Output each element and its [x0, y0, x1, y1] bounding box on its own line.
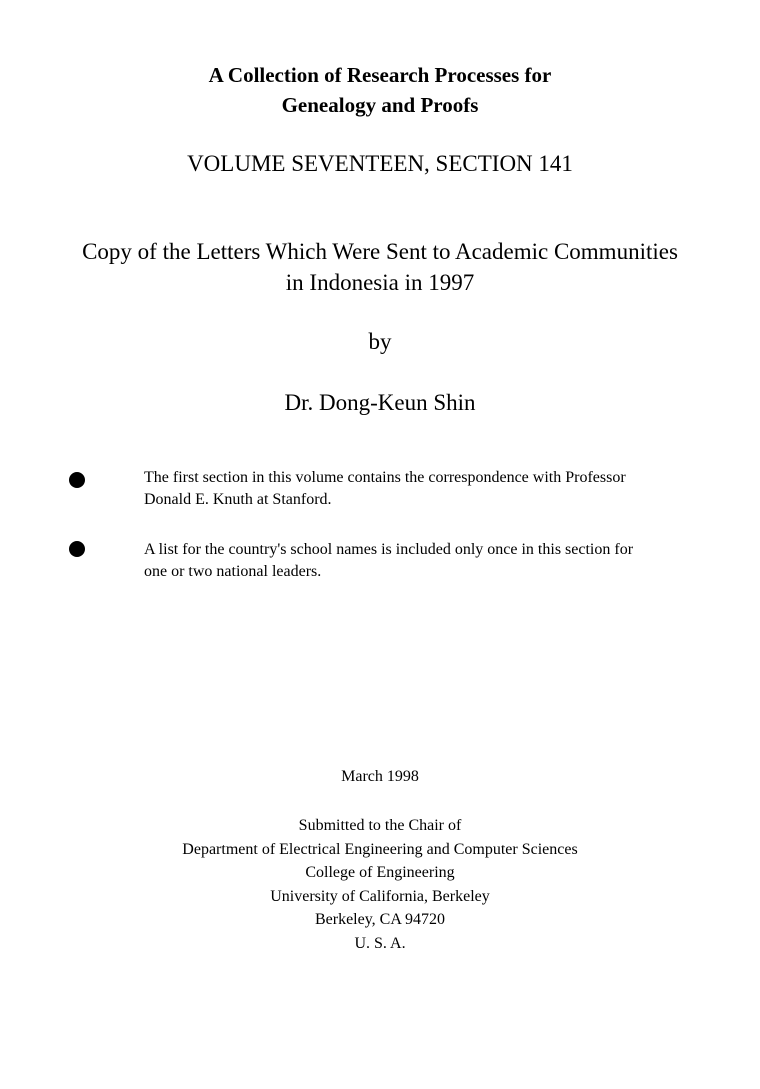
title-line-2: Genealogy and Proofs [281, 93, 479, 117]
bullet-dot-icon [69, 541, 85, 557]
document-date: March 1998 [341, 768, 419, 785]
submission-line-1: Submitted to the Chair of [298, 817, 462, 834]
bullet-text-line-1: The first section in this volume contains the correspondence with Professor [144, 469, 626, 486]
author-name: Dr. Dong-Keun Shin [284, 390, 476, 415]
subject-line-1: Copy of the Letters Which Were Sent to Academic Communities [82, 239, 678, 264]
volume-heading: VOLUME SEVENTEEN, SECTION 141 [187, 151, 573, 176]
bullet-text [144, 539, 724, 583]
bullet-dot-icon [69, 472, 85, 488]
bullet-text-line-2: one or two national leaders. [144, 563, 322, 580]
title-line-1: A Collection of Research Processes for [208, 63, 552, 87]
submission-line-6: U. S. A. [354, 934, 406, 952]
submission-line-2: Department of Electrical Engineering and Computer Sciences [182, 840, 578, 858]
subject-heading [0, 236, 760, 298]
by-label: by [368, 329, 392, 354]
bullet-text-line-2: Donald E. Knuth at Stanford. [144, 491, 332, 508]
submission-line-3: College of Engineering [305, 864, 455, 881]
bullet-text [144, 467, 724, 511]
document-title [0, 60, 760, 120]
subject-line-2: in Indonesia in 1997 [285, 270, 475, 295]
bullet-text-line-1: A list for the country's school names is included only once in this section for [144, 541, 634, 558]
submission-line-4: University of California, Berkeley [270, 887, 490, 905]
submission-line-5: Berkeley, CA 94720 [314, 911, 446, 928]
submission-block [0, 814, 760, 955]
